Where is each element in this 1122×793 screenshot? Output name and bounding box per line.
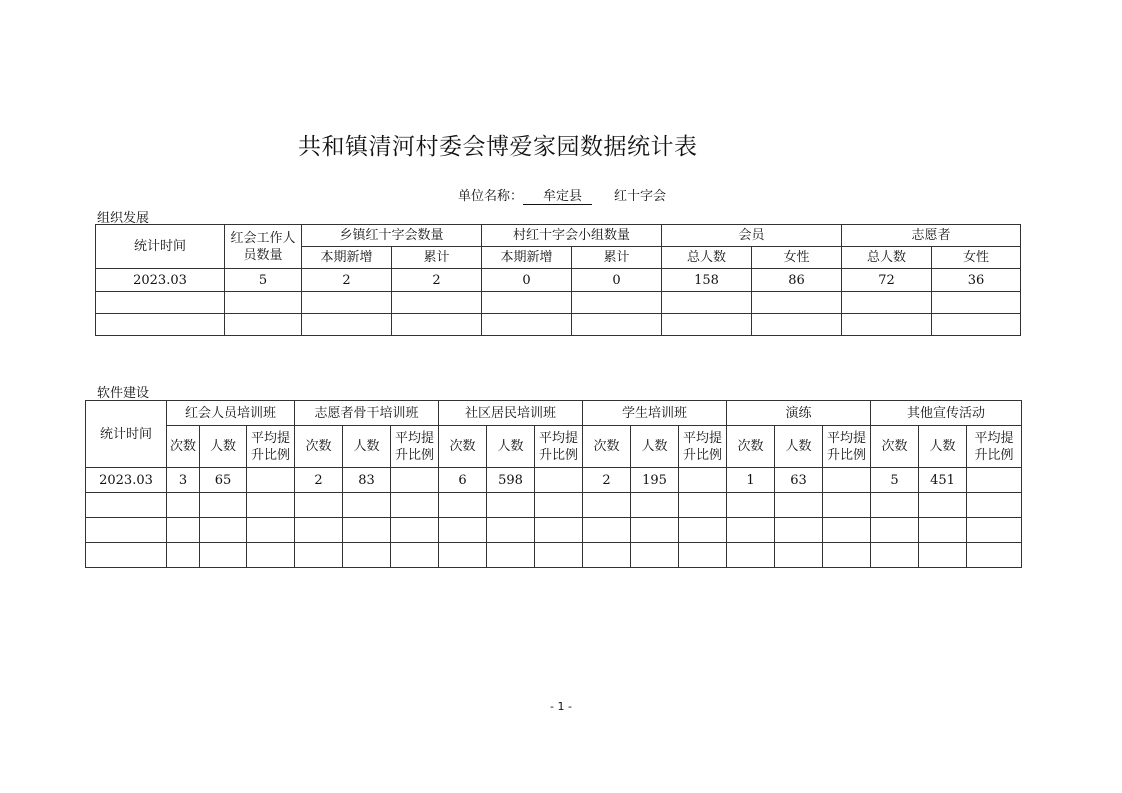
header-township-rc: 乡镇红十字会数量 [302, 225, 482, 247]
header-times: 次数 [167, 426, 200, 468]
unit-name-line [458, 185, 666, 205]
table-cell: 65 [200, 468, 247, 493]
table-cell [391, 468, 439, 493]
table-cell [572, 292, 662, 314]
table-cell [295, 493, 343, 518]
table-cell [775, 543, 823, 568]
table-cell [919, 518, 967, 543]
header-group-student-training: 学生培训班 [583, 401, 727, 426]
header-township-cumulative: 累计 [392, 247, 482, 269]
table-row [86, 493, 1022, 518]
table-row [86, 518, 1022, 543]
table-cell [295, 518, 343, 543]
table-cell [482, 314, 572, 336]
table-cell [343, 493, 391, 518]
header-avg-increase: 平均提升比例 [967, 426, 1022, 468]
table-cell [662, 292, 752, 314]
table-cell [167, 543, 200, 568]
table-cell [662, 314, 752, 336]
header-avg-increase: 平均提升比例 [535, 426, 583, 468]
table-cell: 451 [919, 468, 967, 493]
unit-org: 红十字会 [614, 189, 667, 204]
table-cell [919, 543, 967, 568]
header-staff-count: 红会工作人员数量 [225, 225, 302, 269]
header-village-new: 本期新增 [482, 247, 572, 269]
table-cell [391, 493, 439, 518]
table-cell: 86 [752, 269, 842, 292]
header-village-cumulative: 累计 [572, 247, 662, 269]
table-cell [535, 543, 583, 568]
table-cell: 2 [583, 468, 631, 493]
unit-name-label: 单位名称： [458, 189, 524, 204]
table-cell [842, 292, 932, 314]
header-times: 次数 [295, 426, 343, 468]
table-cell [487, 518, 535, 543]
header-times: 次数 [439, 426, 487, 468]
table-cell [823, 468, 871, 493]
section-software-label: 软件建设 [97, 386, 150, 401]
table-cell [967, 493, 1022, 518]
table-row [96, 292, 1021, 314]
table-cell [823, 543, 871, 568]
table-cell [967, 543, 1022, 568]
table-cell [572, 314, 662, 336]
table-cell [343, 543, 391, 568]
table-cell [392, 314, 482, 336]
header-volunteers-female: 女性 [932, 247, 1021, 269]
table-cell [482, 292, 572, 314]
table-cell [439, 518, 487, 543]
header-avg-increase: 平均提升比例 [679, 426, 727, 468]
table-row [86, 468, 1022, 493]
page-title: 共和镇清河村委会博爱家园数据统计表 [298, 134, 698, 160]
table-cell [679, 518, 727, 543]
table-cell: 0 [572, 269, 662, 292]
table-cell [752, 292, 842, 314]
table-cell: 2023.03 [86, 468, 167, 493]
page-number: - 1 - [550, 700, 572, 713]
table-cell [391, 543, 439, 568]
header-avg-increase: 平均提升比例 [823, 426, 871, 468]
table-row [96, 314, 1021, 336]
section-org-development-label: 组织发展 [97, 211, 150, 226]
header-times: 次数 [871, 426, 919, 468]
table-cell [96, 292, 225, 314]
header-stat-time: 统计时间 [86, 401, 167, 468]
table-cell [775, 518, 823, 543]
header-times: 次数 [583, 426, 631, 468]
header-people: 人数 [775, 426, 823, 468]
table-row [86, 543, 1022, 568]
software-building-table [85, 400, 1022, 568]
table-cell [167, 518, 200, 543]
header-people: 人数 [343, 426, 391, 468]
unit-county: 牟定县 [523, 185, 592, 205]
header-volunteers: 志愿者 [842, 225, 1021, 247]
table-cell [343, 518, 391, 543]
table-cell [727, 493, 775, 518]
table-cell [919, 493, 967, 518]
header-people: 人数 [487, 426, 535, 468]
header-avg-increase: 平均提升比例 [391, 426, 439, 468]
table-cell [967, 468, 1022, 493]
table-cell: 3 [167, 468, 200, 493]
table-cell [631, 518, 679, 543]
table-cell [247, 493, 295, 518]
header-group-staff-training: 红会人员培训班 [167, 401, 295, 426]
header-stat-time: 统计时间 [96, 225, 225, 269]
table-cell: 158 [662, 269, 752, 292]
header-volunteers-total: 总人数 [842, 247, 932, 269]
table-cell [167, 493, 200, 518]
header-members-female: 女性 [752, 247, 842, 269]
table-cell [631, 493, 679, 518]
table-cell [86, 543, 167, 568]
table-cell [302, 292, 392, 314]
table-cell: 72 [842, 269, 932, 292]
table-cell: 5 [225, 269, 302, 292]
table-cell [679, 543, 727, 568]
table-cell: 195 [631, 468, 679, 493]
header-people: 人数 [919, 426, 967, 468]
header-members-total: 总人数 [662, 247, 752, 269]
table-cell: 5 [871, 468, 919, 493]
table-cell [583, 518, 631, 543]
table-cell [679, 468, 727, 493]
table-cell: 36 [932, 269, 1021, 292]
table-cell [535, 468, 583, 493]
header-village-rc: 村红十字会小组数量 [482, 225, 662, 247]
header-times: 次数 [727, 426, 775, 468]
header-group-resident-training: 社区居民培训班 [439, 401, 583, 426]
table-cell [247, 518, 295, 543]
table-cell [225, 314, 302, 336]
table-cell [752, 314, 842, 336]
table-cell [583, 543, 631, 568]
header-group-volunteer-training: 志愿者骨干培训班 [295, 401, 439, 426]
table-cell: 2 [392, 269, 482, 292]
table-cell [200, 518, 247, 543]
table-cell [871, 493, 919, 518]
table-cell [302, 314, 392, 336]
table-row [96, 269, 1021, 292]
header-avg-increase: 平均提升比例 [247, 426, 295, 468]
table-cell [225, 292, 302, 314]
table-cell: 0 [482, 269, 572, 292]
table-cell: 63 [775, 468, 823, 493]
table-cell [96, 314, 225, 336]
table-cell: 598 [487, 468, 535, 493]
table-cell: 2 [302, 269, 392, 292]
table-cell [842, 314, 932, 336]
table-cell [487, 493, 535, 518]
table-cell [823, 518, 871, 543]
header-people: 人数 [200, 426, 247, 468]
table-cell [200, 543, 247, 568]
table-cell [391, 518, 439, 543]
table-cell [932, 292, 1021, 314]
table-cell [392, 292, 482, 314]
table-cell [295, 543, 343, 568]
table-cell [535, 493, 583, 518]
table-cell [86, 493, 167, 518]
table-cell [727, 518, 775, 543]
header-members: 会员 [662, 225, 842, 247]
header-group-other-promotion: 其他宣传活动 [871, 401, 1022, 426]
table-cell: 2023.03 [96, 269, 225, 292]
table-cell: 83 [343, 468, 391, 493]
table-cell [631, 543, 679, 568]
table-cell [727, 543, 775, 568]
header-township-new: 本期新增 [302, 247, 392, 269]
table-cell [247, 468, 295, 493]
table-cell [823, 493, 871, 518]
table-cell [775, 493, 823, 518]
table-cell [679, 493, 727, 518]
table-cell [439, 543, 487, 568]
header-group-drill: 演练 [727, 401, 871, 426]
header-people: 人数 [631, 426, 679, 468]
table-cell [86, 518, 167, 543]
table-cell: 6 [439, 468, 487, 493]
table-cell: 1 [727, 468, 775, 493]
table-cell [247, 543, 295, 568]
table-cell [200, 493, 247, 518]
table-cell [535, 518, 583, 543]
table-cell [871, 543, 919, 568]
table-cell [871, 518, 919, 543]
org-development-table [95, 224, 1021, 336]
table-cell [932, 314, 1021, 336]
table-cell: 2 [295, 468, 343, 493]
table-cell [439, 493, 487, 518]
table-cell [583, 493, 631, 518]
table-cell [967, 518, 1022, 543]
table-cell [487, 543, 535, 568]
